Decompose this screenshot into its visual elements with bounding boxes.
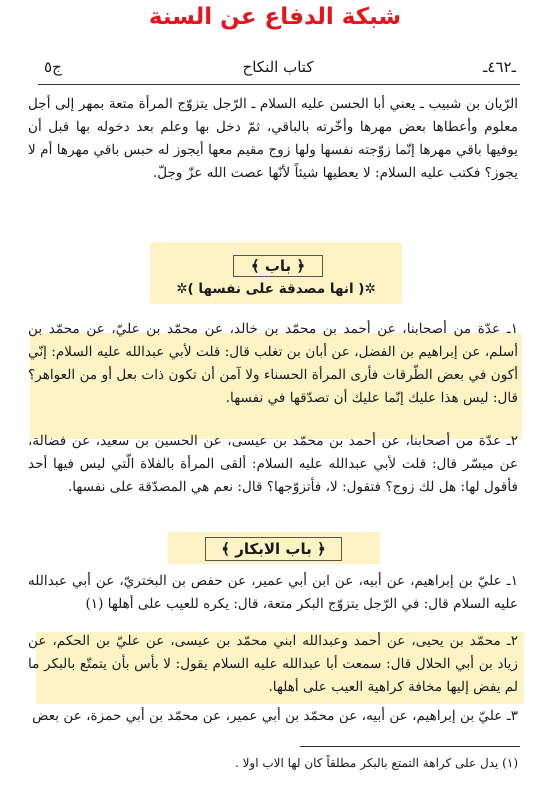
running-head — [38, 58, 518, 84]
footnote-rule — [300, 746, 520, 747]
chapter-two-hadith-3: ٣ـ عليّ بن إبراهيم، عن أبيه، عن محمّد بن أبي عمير، عن محمّد بن أبي حمزة، عن بعض — [32, 708, 518, 724]
opening-paragraph: الرّيان بن شبيب ـ يعني أبا الحسن عليه السلام ـ الرّجل يتزوّج المرأة متعة بمهر إلى أجل معلوم وأعطاها بعض مهرها وأخّرته بالباقي، ثمّ دخل بها وعلم بعد دخوله بها قبل أن يوفيها باقي مهرها إنّما زوّجته نفسها ولها زوج مقيم معها أيجوز له حبس باقي مهرها أم لا يجوز؟ فكتب عليه السلام: لا يعطيها شيئاً لأنّها عصت الله عزّ وجلّ. — [28, 96, 518, 181]
volume-number: ج٥ — [44, 58, 62, 76]
chapter-one-hadith-2: ٢ـ عدّة من أصحابنا، عن أحمد بن محمّد بن عيسى، عن الحسين بن سعيد، عن فضالة، عن ميسّر قال: قلت لأبي عبدالله عليه السلام: ألقى المرأة بالفلاة الّتي ليس فيها أحد فأقول لها: هل لك زوج؟ فتقول: لا، فأتزوّجها؟ قال: نعم هي المصدّقة على نفسها. — [28, 433, 518, 495]
site-title: شبكة الدفاع عن السنة — [148, 4, 402, 30]
page-number: ـ٤٦٢ـ — [483, 58, 516, 76]
chapter-one-subheading: ✲( انها مصدقة على نفسها )✲ — [176, 281, 376, 297]
chapter-two-heading: ﴿ باب الابكار ﴾ — [205, 537, 342, 561]
chapter-two-hadith-2: ٢ـ محمّد بن يحيى، عن أحمد وعبدالله ابني محمّد بن عيسى، عن عليّ بن الحكم، عن زياد بن أبي الحلال قال: سمعت أبا عبدالله عليه السلام يقول: لا بأس بأن يتمتّع بالبكر ما لم يفض إليها مخافة كراهية العيب على أهلها. — [28, 633, 518, 695]
chapter-one-hadith-1: ١ـ عدّة من أصحابنا، عن أحمد بن محمّد بن خالد، عن محمّد بن عليّ، عن محمّد بن أسلم، عن إبراهيم بن الفضل، عن أبان بن تغلب قال: قلت لأبي عبدالله عليه السلام: إنّي أكون في بعض الطّرقات فأرى المرأة الحسناء ولا آمن أن تكون ذات بعل أو من العواهر؟ قال: ليس هذا عليك إنّما عليك أن تصدّقها في نفسها. — [28, 321, 518, 406]
footnote: (١) يدل على كراهة التمتع بالبكر مطلقاً كان لها الاب اولا . — [234, 756, 518, 770]
book-title: كتاب النكاح — [242, 58, 314, 76]
chapter-one-heading: ﴿ باب ﴾ — [233, 255, 323, 277]
chapter-two-hadith-1: ١ـ عليّ بن إبراهيم، عن أبيه، عن ابن أبي عمير، عن حفص بن البختريّ، عن أبي عبدالله عليه السلام قال: في الرّجل يتزوّج البكر متعة، قال: يكره للعيب على أهلها (١) — [28, 573, 518, 612]
header-rule — [38, 84, 520, 85]
